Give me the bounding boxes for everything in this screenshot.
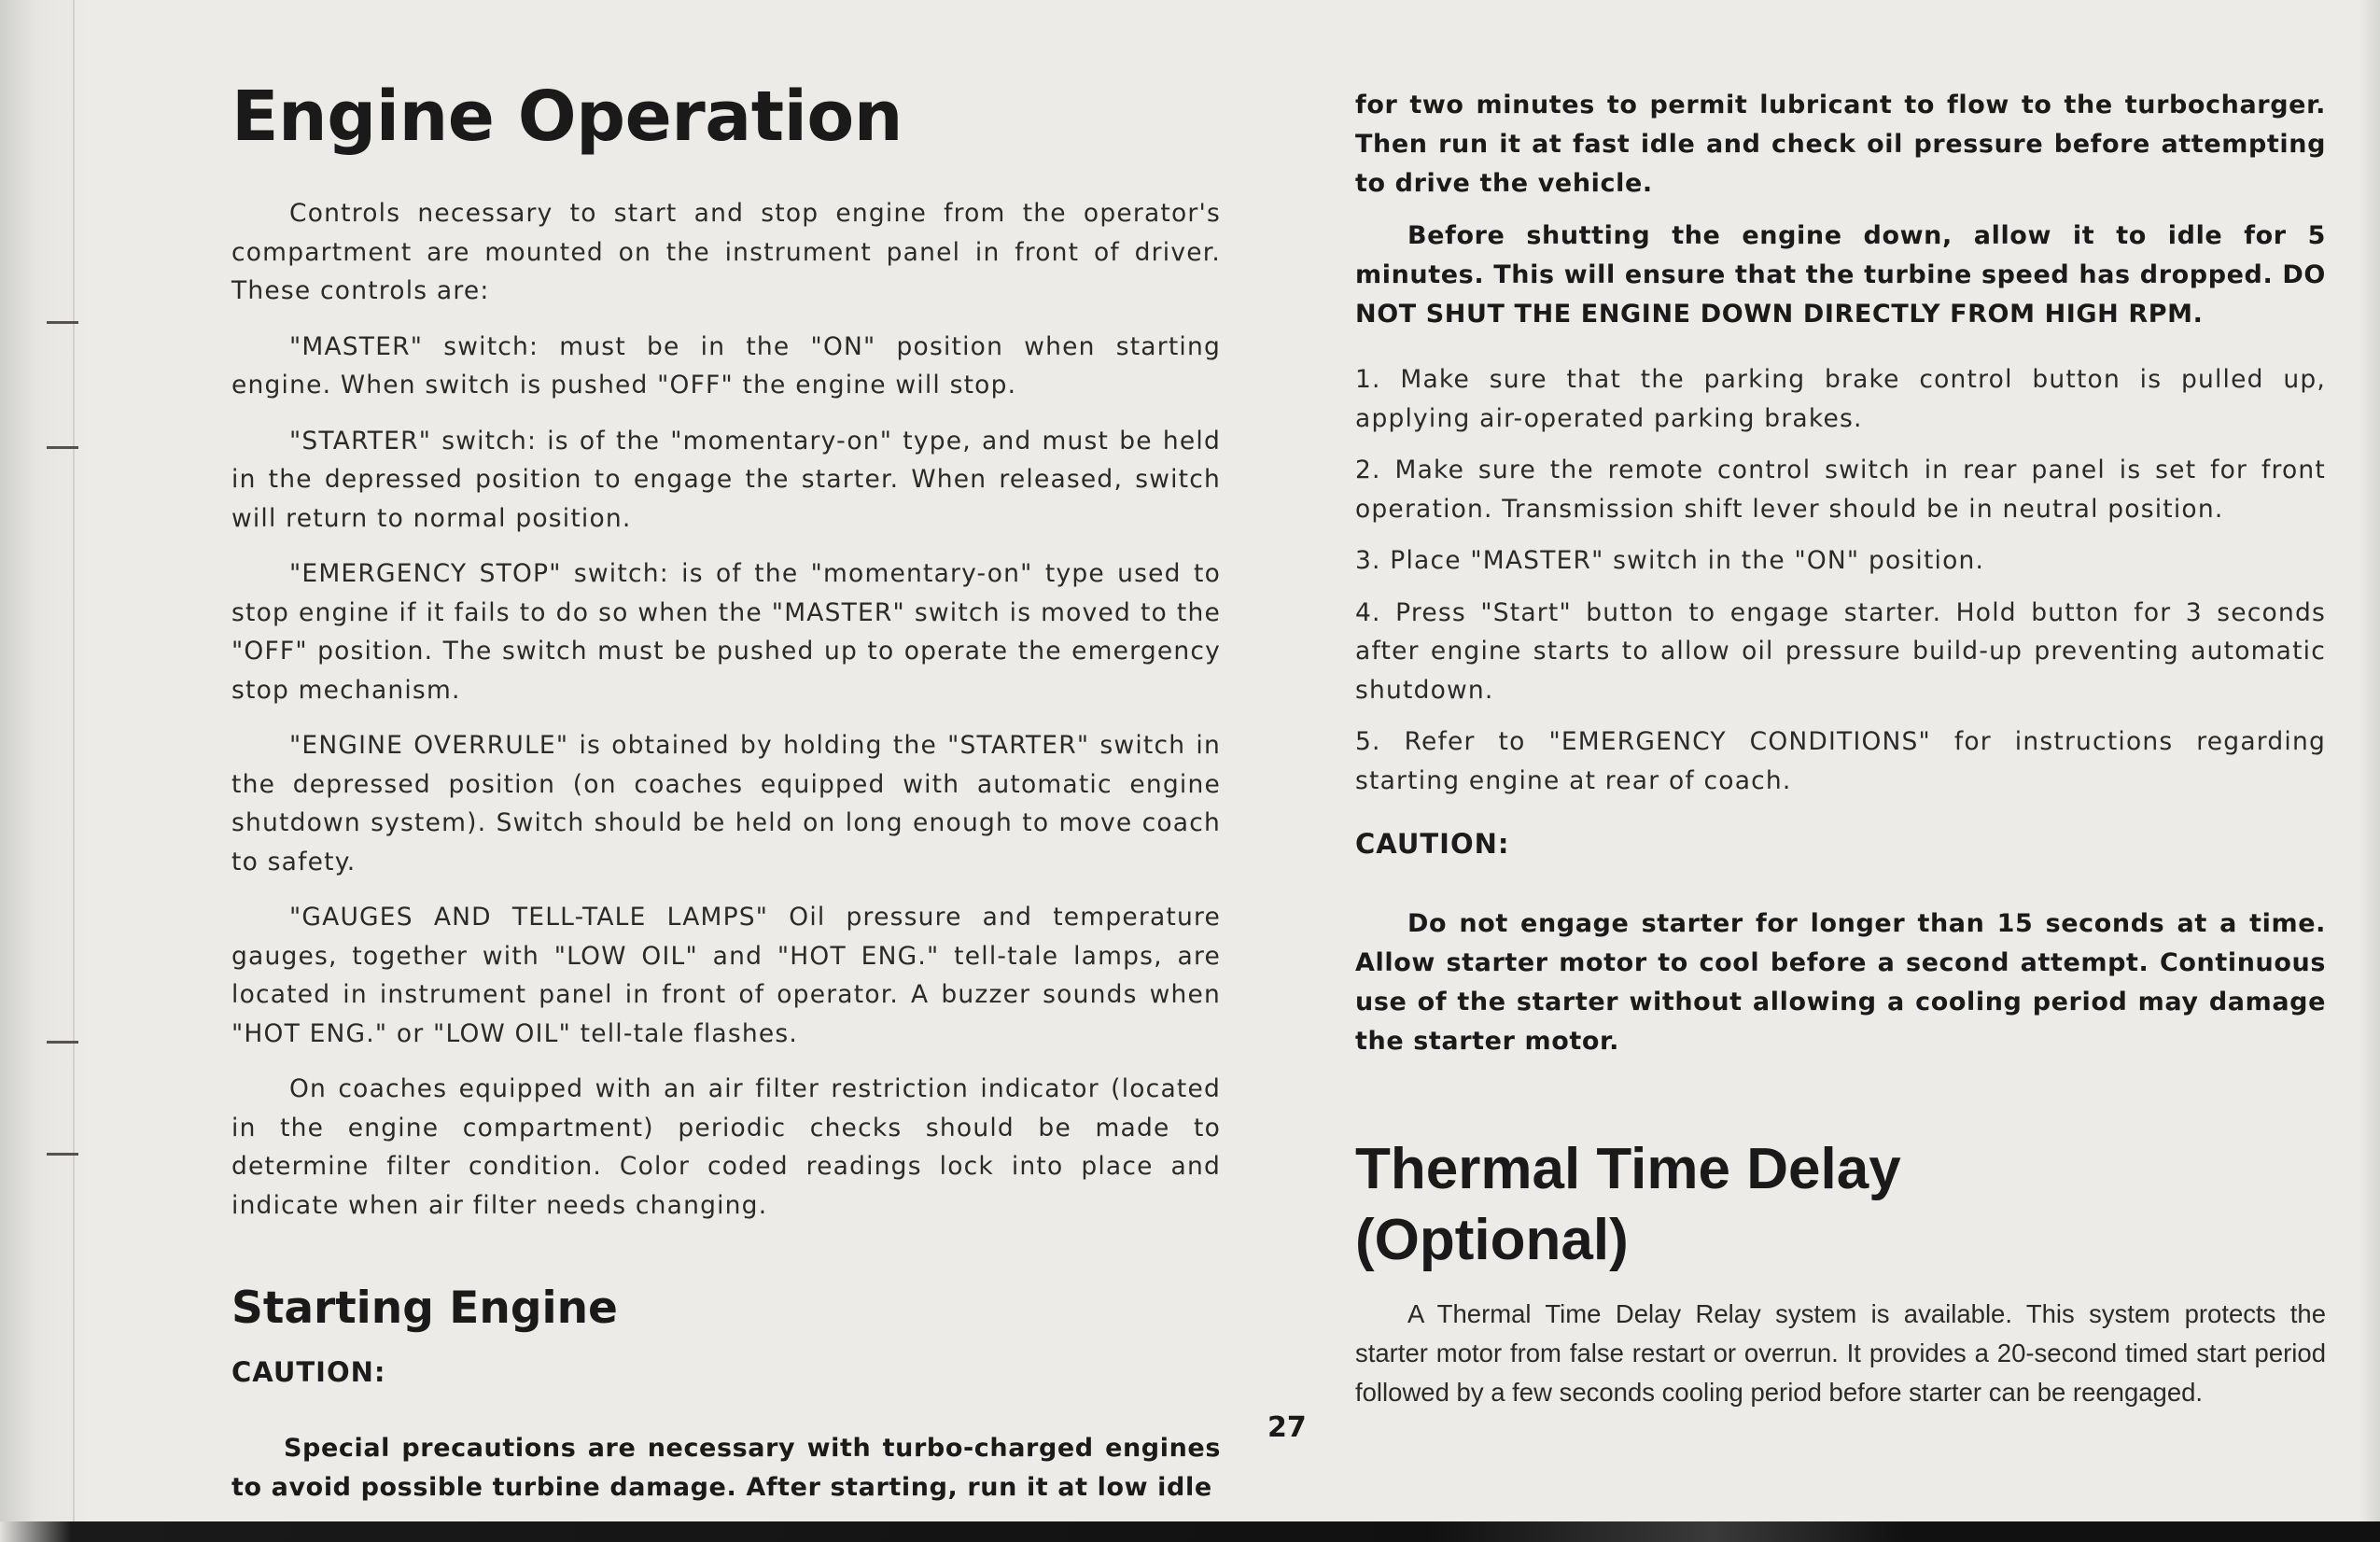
binding-edge-line xyxy=(73,0,75,1542)
step-item: 5. Refer to "EMERGENCY CONDITIONS" for instructions regarding starting engine at rear of coach. xyxy=(1355,727,2326,795)
turbo-continuation-text: for two minutes to permit lubricant to flow to the turbocharger. Then run it at fast idle and check oil pressure before attempting to drive the vehicle. xyxy=(1355,91,2326,198)
binding-mark xyxy=(47,321,78,324)
binding-mark xyxy=(47,1153,78,1156)
step-item: 2. Make sure the remote control switch in rear panel is set for front operation. Transmission shift lever should be in neutral position. xyxy=(1355,456,2326,524)
starter-switch-paragraph: "STARTER" switch: is of the "momentary-on" type, and must be held in the depressed position to engage the starter. When released, switch will return to normal position. xyxy=(231,426,1221,533)
page-number: 27 xyxy=(1267,1411,1307,1444)
binding-mark xyxy=(47,446,78,449)
thermal-delay-paragraph: A Thermal Time Delay Relay system is available. This system protects the starter motor from false restart or overrun. It provides a 20-second timed start period followed by a few seconds cooling period before starter can be reengaged. xyxy=(1355,1299,2326,1407)
thermal-heading-line-1: Thermal Time Delay xyxy=(1355,1137,1901,1201)
thermal-heading-line-2: (Optional) xyxy=(1355,1208,1629,1272)
master-switch-paragraph: "MASTER" switch: must be in the "ON" position when starting engine. When switch is pushed "OFF" the engine will stop. xyxy=(231,331,1221,400)
page-bottom-edge xyxy=(0,1521,2380,1542)
thermal-time-delay-heading xyxy=(1355,1134,2326,1276)
controls-intro-paragraph: Controls necessary to start and stop engine from the operator's compartment are mounted on the instrument panel in front of driver. These controls are: xyxy=(231,199,1221,305)
caution-label: CAUTION: xyxy=(1355,828,1510,860)
shutdown-warning-text: Before shutting the engine down, allow it to idle for 5 minutes. This will ensure that the turbine speed has dropped. DO NOT SHUT THE ENGINE DOWN DIRECTLY FROM HIGH RPM. xyxy=(1355,221,2326,329)
step-item: 1. Make sure that the parking brake control button is pulled up, applying air-operated parking brakes. xyxy=(1355,365,2326,433)
starting-engine-heading: Starting Engine xyxy=(231,1283,618,1334)
step-item: 3. Place "MASTER" switch in the "ON" position. xyxy=(1355,546,1985,575)
right-column xyxy=(1355,86,2326,1412)
left-column xyxy=(231,77,1221,1521)
engine-overrule-paragraph: "ENGINE OVERRULE" is obtained by holding the "STARTER" switch in the depressed position (on coaches equipped with automatic engine shutdown system). Switch should be held on long enough to move coach to safety. xyxy=(231,731,1221,876)
binding-mark xyxy=(47,1041,78,1044)
turbo-precaution-text: Special precautions are necessary with turbo-charged engines to avoid possible turbine damage. After starting, run it at low idle xyxy=(231,1434,1221,1502)
caution-label: CAUTION: xyxy=(231,1356,386,1388)
emergency-stop-paragraph: "EMERGENCY STOP" switch: is of the "momentary-on" type used to stop engine if it fails to do so when the "MASTER" switch is moved to the "OFF" position. The switch must be pushed up to operate the emergency stop mechanism. xyxy=(231,559,1221,705)
starter-caution-text: Do not engage starter for longer than 15 seconds at a time. Allow starter motor to cool before a second attempt. Continuous use of the starter without allowing a cooling period may damage the starter motor. xyxy=(1355,909,2326,1056)
page-binding xyxy=(0,0,89,1542)
page-edge-shadow xyxy=(2359,0,2380,1542)
air-filter-paragraph: On coaches equipped with an air filter restriction indicator (located in the engine compartment) periodic checks should be made to determine filter condition. Color coded readings lock into place and indicate when air filter needs changing. xyxy=(231,1074,1221,1220)
gauges-paragraph: "GAUGES AND TELL-TALE LAMPS" Oil pressure and temperature gauges, together with "LOW OIL" and "HOT ENG." tell-tale lamps, are located in instrument panel in front of operator. A buzzer sounds when "HOT ENG." or "LOW OIL" tell-tale flashes. xyxy=(231,903,1221,1048)
page-title: Engine Operation xyxy=(231,77,903,157)
step-item: 4. Press "Start" button to engage starter. Hold button for 3 seconds after engine starts to allow oil pressure build-up preventing automatic shutdown. xyxy=(1355,597,2326,705)
